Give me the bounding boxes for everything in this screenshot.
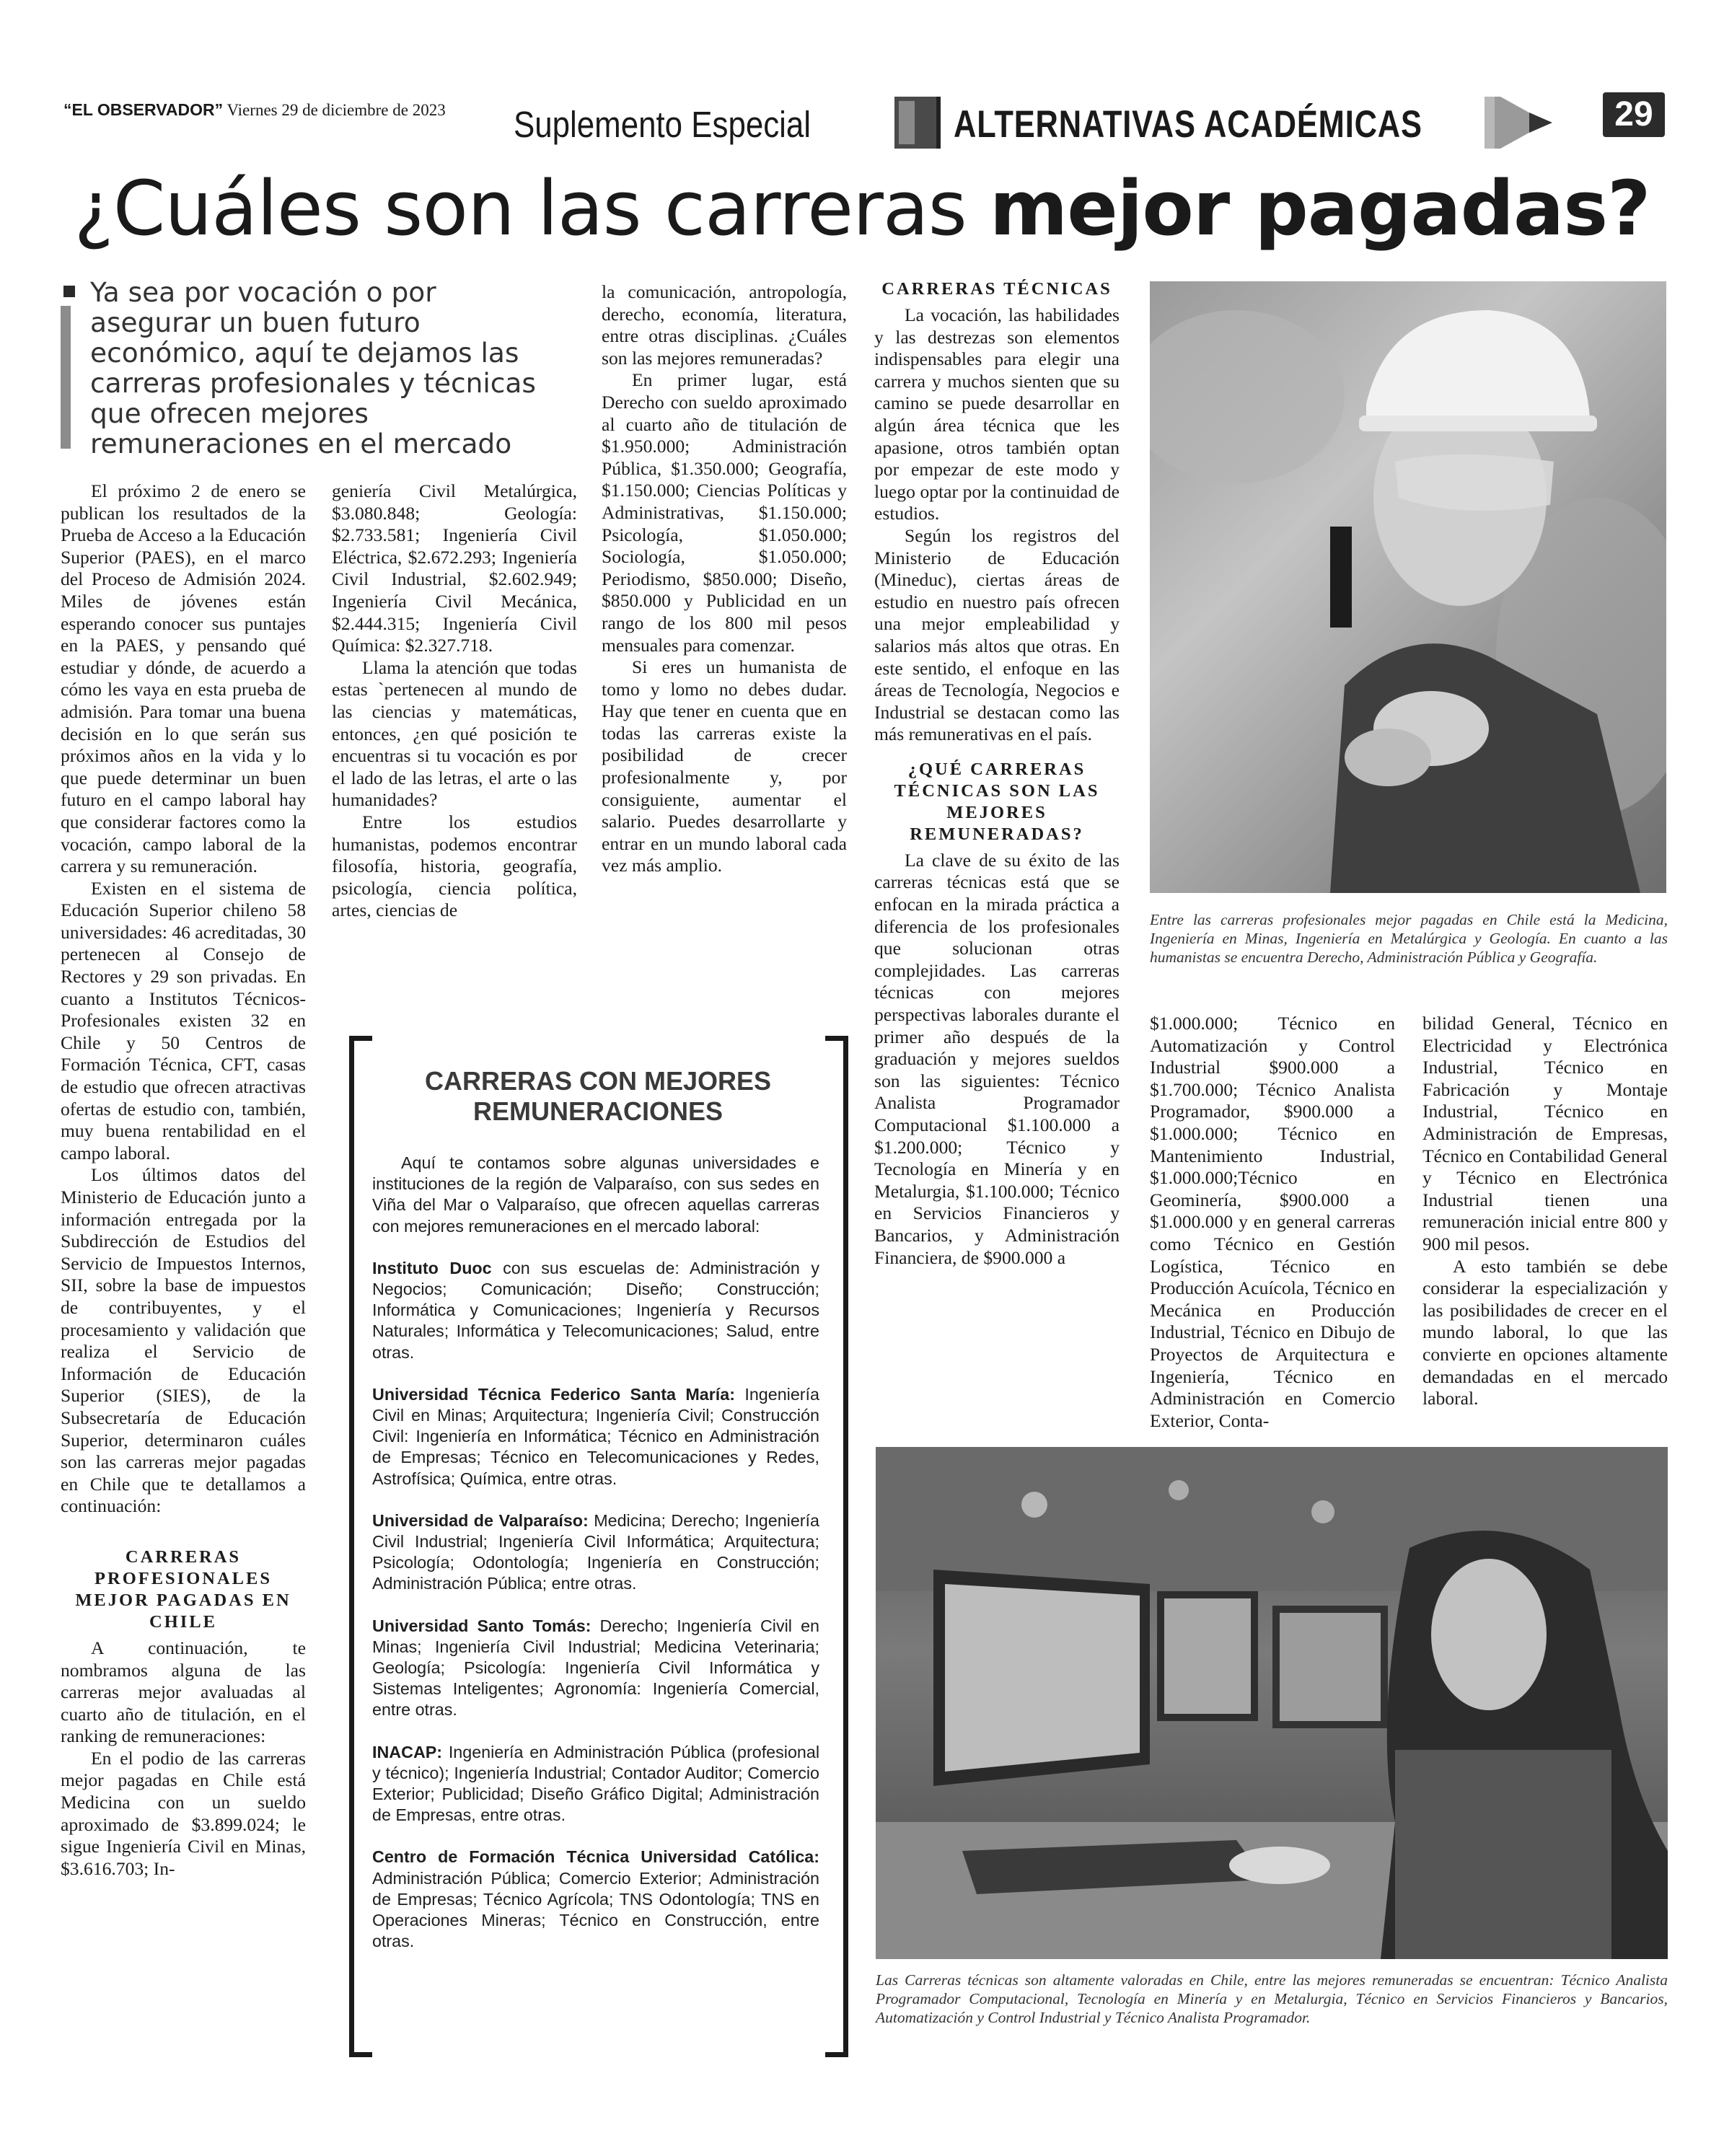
institution-name: Universidad de Valparaíso:	[372, 1510, 589, 1530]
institution-careers: con sus escuelas de: Administración y Negocios; Comunicación; Diseño; Construcción; Informática y Comunicaciones; Ingeniería y Recursos Naturales; Informática y Telecomunicaciones; Salud, entre otras.	[372, 1258, 819, 1362]
paragraph: En primer lugar, está Derecho con sueldo aproximado al cuarto año de titulación de $1.950.000; Administración Pública, $1.350.000; Geografía, $1.150.000; Ciencias Políticas y Administrativas, $1.150.000; Psicología, $1.050.000; Sociología, $1.050.000; Periodismo, $850.000; Diseño, $850.000 y Publicidad en un rango de los 800 mil pesos mensuales para comenzar.	[602, 369, 847, 656]
paragraph: A continuación, te nombramos alguna de las carreras mejor avaluadas al cuarto año de titulación, en el ranking de remuneraciones:	[61, 1637, 306, 1747]
supplement-label: Suplemento Especial	[514, 104, 812, 145]
lead-bar	[61, 306, 71, 449]
institution-name: Instituto Duoc	[372, 1258, 492, 1277]
box-item	[372, 1258, 819, 1363]
paragraph: En el podio de las carreras mejor pagadas en Chile está Medicina con un sueldo aproximado de $3.899.024; le sigue Ingeniería Civil en Minas, $3.616.703; In-	[61, 1747, 306, 1879]
institution-name: INACAP:	[372, 1742, 443, 1761]
headline-bold: mejor pagadas?	[989, 164, 1650, 252]
paragraph: Según los registros del Ministerio de Educación (Mineduc), ciertas áreas de estudio en nuestro país ofrecen una mejor empleabilidad y salarios más altos que otras. En este sentido, el enfoque en las áreas de Tecnología, Negocios e Industrial se destacan como las más remunerativas en el país.	[874, 524, 1120, 745]
control-room-illustration	[876, 1447, 1668, 1959]
box-item	[372, 1384, 819, 1490]
lead-bullet	[63, 286, 75, 297]
box-item	[372, 1616, 819, 1721]
subheading-mejores-remuneradas: ¿QUÉ CARRERAS TÉCNICAS SON LAS MEJORES REMUNERADAS?	[894, 759, 1100, 844]
headline-light: ¿Cuáles son las carreras	[74, 164, 990, 252]
subheading-tecnicas: CARRERAS TÉCNICAS	[881, 279, 1112, 299]
page-number: 29	[1614, 95, 1653, 133]
institution-careers: Derecho; Ingeniería Civil en Minas; Ingeniería Civil Industrial; Medicina Veterinaria; Geología; Psicología: Ingeniería Civil Informática y Sistemas Inteligentes; Agronomía: Ingeniería Comercial, entre otras.	[372, 1616, 819, 1720]
paragraph: Llama la atención que todas estas `pertenecen al mundo de las ciencias y matemáticas, entonces, ¿en qué posición te encuentras si tu vocación es por el lado de las letras, el arte o las humanidades?	[332, 656, 577, 811]
paragraph: la comunicación, antropología, derecho, economía, literatura, entre otras disciplinas. ¿Cuáles son las mejores remuneradas?	[602, 281, 847, 369]
institution-careers: Ingeniería Civil en Minas; Arquitectura; Ingeniería Civil; Construcción Civil: Ingeniería en Informática; Técnico en Administración de Empresas; Técnico en Telecomunicaciones y Redes, Astrofísica; Química, entre otras.	[372, 1384, 819, 1488]
box-body	[372, 1153, 819, 1974]
institution-careers: Ingeniería en Administración Pública (profesional y técnico); Ingeniería Industrial; Contador Auditor; Comercio Exterior; Publicidad; Diseño Gráfico Digital; Administración de Empresas, entre otras.	[372, 1742, 819, 1825]
paragraph: Los últimos datos del Ministerio de Educación junto a información entregada por la Subdirección de Estudios del Servicio de Impuestos Internos, SII, sobre la base de impuestos de contribuyentes, y el procesamiento y validación que realiza el Servicio de Información de Educación Superior (SIES), de la Subsecretaría de Educación Superior, determinaron cuáles son las carreras mejor pagadas en Chile que te detallamos a continuación:	[61, 1164, 306, 1517]
headline	[0, 164, 1724, 252]
column-4	[874, 278, 1120, 1269]
paragraph: bilidad General, Técnico en Electricidad y Electrónica Industrial, Técnico en Fabricación y Montaje Industrial, Técnico en Administración de Empresas, Técnico en Contabilidad General y Técnico en Electrónica Industrial tienen una remuneración inicial entre 800 y 900 mil pesos.	[1422, 1013, 1668, 1254]
photo-geologist	[1150, 281, 1666, 893]
paragraph: $1.000.000; Técnico en Automatización y Control Industrial $900.000 a $1.700.000; Técnico Analista Programador, $900.000 a $1.000.000; Técnico en Mantenimiento Industrial, $1.000.000;Técnico en Geominería, $900.000 a $1.000.000 y en general carreras como Técnico en Gestión Logística, Técnico en Producción Acuícola, Técnico en Mecánica en Producción Industrial, Técnico en Dibujo de Proyectos de Arquitectura e Ingeniería, Técnico en Administración en Comercio Exterior, Conta-	[1150, 1013, 1395, 1431]
paragraph: El próximo 2 de enero se publican los resultados de la Prueba de Acceso a la Educación Superior (PAES), en el marco del Proceso de Admisión 2024. Miles de jóvenes están esperando conocer sus puntajes en la PAES, y pensando qué estudiar y dónde, de acuerdo a cómo les vaya en esta prueba de admisión. Para tomar una buena decisión en lo que serán sus próximos años en la vida y lo que puede determinar un buen futuro en el campo laboral hay que considerar factores como la vocación, campo laboral de la carrera y su remuneración.	[61, 480, 306, 877]
column-5	[1150, 1013, 1395, 1432]
box-item	[372, 1510, 819, 1595]
paper-name: “EL OBSERVADOR”	[63, 100, 224, 119]
lead-paragraph: Ya sea por vocación o por asegurar un buen futuro económico, aquí te dejamos las carreras profesionales y técnicas que ofrecen mejores remuneraciones en el mercado	[90, 276, 536, 459]
column-3	[602, 281, 847, 877]
column-6	[1422, 1013, 1668, 1410]
box-item	[372, 1742, 819, 1826]
box-item	[372, 1847, 819, 1952]
institution-name: Centro de Formación Técnica Universidad Católica:	[372, 1847, 819, 1867]
subheading-profesionales: CARRERAS PROFESIONALES MEJOR PAGADAS EN CHILE	[75, 1546, 291, 1632]
institution-careers: Administración Pública; Comercio Exterior; Administración de Empresas; Técnico Agrícola; TNS Odontología; TNS en Operaciones Mineras; Técnico en Construcción, entre otras.	[372, 1868, 819, 1951]
photo-caption-bottom: Las Carreras técnicas son altamente valoradas en Chile, entre las mejores remuneradas se encuentran: Técnico Analista Programador Computacional, Tecnología en Minería y en Metalurgia, Técnico en Servicios Financieros y Bancarios, Automatización y Control Industrial y Técnico Analista Programador.	[876, 1971, 1668, 2026]
paragraph: Existen en el sistema de Educación Superior chileno 58 universidades: 46 acreditadas, 30 pertenecen al Consejo de Rectores y 29 son privadas. En cuanto a Institutos Técnicos- Profesionales existen 32 en Chile y 50 Centros de Formación Técnica, CFT, casas de estudio que ofrecen atractivas ofertas de estudio con, también, muy buena rentabilidad en el campo laboral.	[61, 877, 306, 1163]
page-number-badge	[1603, 92, 1665, 137]
masthead	[63, 100, 446, 120]
paragraph: geniería Civil Metalúrgica, $3.080.848; Geología: $2.733.581; Ingeniería Civil Eléctrica, $2.672.293; Ingeniería Civil Industrial, $2.602.949; Ingeniería Civil Mecánica, $2.444.315; Ingeniería Civil Química: $2.327.718.	[332, 480, 577, 656]
photo-caption-top: Entre las carreras profesionales mejor pagadas en Chile está la Medicina, Ingeniería en Minas, Ingeniería en Metalúrgica y Geología. En cuanto a las humanistas se encuentra Derecho, Administración Pública y Geografía.	[1150, 911, 1668, 966]
box-bracket-left	[349, 1036, 372, 2057]
paragraph: La clave de su éxito de las carreras técnicas está que se enfocan en la mirada práctica a diferencia de los profesionales que solucionan otras complejidades. Las carreras técnicas con mejores perspectivas laborales durante el primer año después de la graduación y mejores sueldos son las siguientes: Técnico Analista Programador Computacional $1.100.000 a $1.200.000; Técnico y Tecnología en Minería y en Metalurgia, $1.100.000; Técnico en Servicios Financieros y Bancarios, y Administración Financiera, de $900.000 a	[874, 849, 1120, 1268]
column-1	[61, 480, 306, 1880]
section-title: ALTERNATIVAS ACADÉMICAS	[954, 103, 1422, 146]
paragraph: A esto también se debe considerar la especialización y las posibilidades de crecer en el mundo laboral, lo que las convierte en opciones altamente demandadas en el mercado laboral.	[1422, 1255, 1668, 1409]
paragraph: Entre los estudios humanistas, podemos encontrar filosofía, historia, geografía, psicología, ciencia política, artes, ciencias de	[332, 811, 577, 921]
institution-name: Universidad Santo Tomás:	[372, 1616, 591, 1635]
geologist-illustration	[1150, 281, 1666, 893]
issue-date: Viernes 29 de diciembre de 2023	[227, 101, 446, 119]
box-title: CARRERAS CON MEJORES REMUNERACIONES	[424, 1066, 772, 1126]
box-intro: Aquí te contamos sobre algunas universidades e instituciones de la región de Valparaíso, con sus sedes en Viña del Mar o Valparaíso, que ofrecen aquellas carreras con mejores remuneraciones en el mercado laboral:	[372, 1153, 819, 1236]
photo-control-room	[876, 1447, 1668, 1959]
institution-name: Universidad Técnica Federico Santa María:	[372, 1384, 735, 1404]
column-2	[332, 480, 577, 922]
box-bracket-right	[825, 1036, 848, 2057]
paragraph: Si eres un humanista de tomo y lomo no debes dudar. Hay que tener en cuenta que en todas las carreras existe la posibilidad de crecer profesionalmente y, por consiguiente, aumentar el salario. Puedes desarrollarte y entrar en un mundo laboral cada vez más amplio.	[602, 656, 847, 876]
paragraph: La vocación, las habilidades y las destrezas son elementos indispensables para elegir una carrera y muchos sienten que su camino se puede desarrollar en algún área técnica que les apasione, otros también optan por empezar de este modo y luego optar por la continuidad de estudios.	[874, 304, 1120, 524]
institution-careers: Medicina; Derecho; Ingeniería Civil Industrial; Ingeniería Civil Informática; Arquitectura; Psicología; Odontología; Ingeniería en Construcción; Administración Pública; entre otras.	[372, 1510, 819, 1593]
